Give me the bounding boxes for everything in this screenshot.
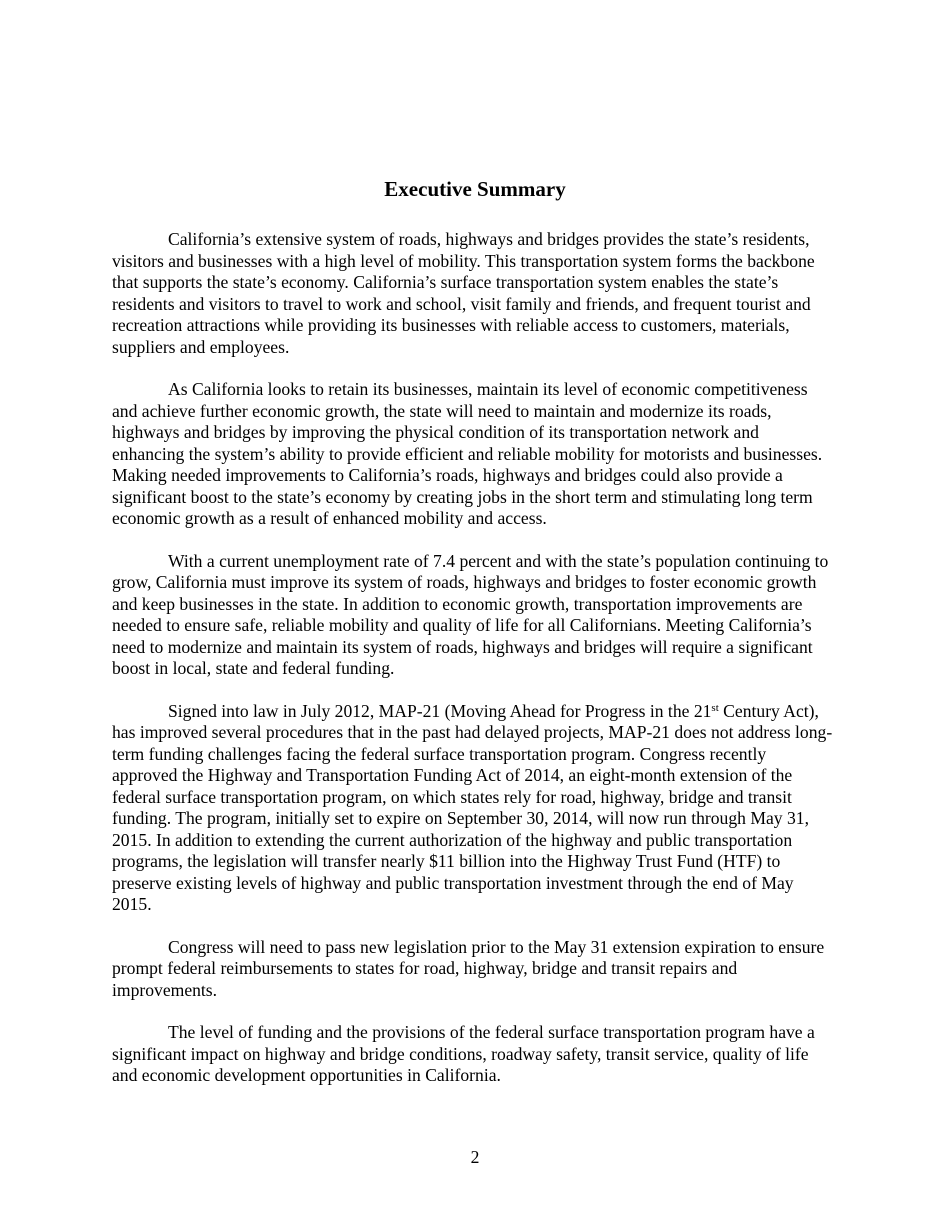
- ordinal-suffix: st: [711, 701, 719, 714]
- paragraph-funding-impact: The level of funding and the provisions of the federal surface transportation program have a significant impact on highway and bridge conditions, roadway safety, transit service, quality of life and economic development opportunities in California.: [112, 1022, 815, 1085]
- page-title: Executive Summary: [384, 177, 566, 202]
- paragraph-legislation: Congress will need to pass new legislation prior to the May 31 extension expiration to ensure prompt federal reimbursements to states for road, highway, bridge and transit repairs and improvements.: [112, 936, 825, 1000]
- document-body: [112, 229, 834, 1108]
- paragraph-map21: [112, 701, 834, 916]
- paragraph-mobility: California’s extensive system of roads, highways and bridges provides the state’s residents, visitors and businesses with a high level of mobility. This transportation system forms the backbone that supports the state’s economy. California’s surface transportation system enables the state’s residents and visitors to travel to work and school, visit family and friends, and frequent tourist and recreation attractions while providing its businesses with reliable access to customers, materials, suppliers and employees.: [112, 229, 815, 357]
- map21-text-end: Century Act), has improved several procedures that in the past had delayed projects, MAP-21 does not address long-term funding challenges facing the federal surface transportation program. Congress recently approved the Highway and Transportation Funding Act of 2014, an eight-month extension of the federal surface transportation program, on which states rely for road, highway, bridge and transit funding. The program, initially set to expire on September 30, 2014, will now run through May 31, 2015. In addition to extending the current authorization of the highway and public transportation programs, the legislation will transfer nearly $11 billion into the Highway Trust Fund (HTF) to preserve existing levels of highway and public transportation investment through the end of May 2015.: [112, 700, 833, 914]
- paragraph-unemployment: With a current unemployment rate of 7.4 percent and with the state’s population continuing to grow, California must improve its system of roads, highways and bridges to foster economic growth and keep businesses in the state. In addition to economic growth, transportation improvements are needed to ensure safe, reliable mobility and quality of life for all Californians. Meeting California’s need to modernize and maintain its system of roads, highways and bridges will require a significant boost in local, state and federal funding.: [112, 550, 829, 678]
- page-number: 2: [470, 1147, 480, 1167]
- map21-text-start: Signed into law in July 2012, MAP-21 (Moving Ahead for Progress in the 21: [168, 700, 712, 721]
- paragraph-economic-growth: As California looks to retain its businesses, maintain its level of economic competitiveness and achieve further economic growth, the state will need to maintain and modernize its roads, highways and bridges by improving the physical condition of its transportation network and enhancing the system’s ability to provide efficient and reliable mobility for motorists and businesses. Making needed improvements to California’s roads, highways and bridges could also provide a significant boost to the state’s economy by creating jobs in the short term and stimulating long term economic growth as a result of enhanced mobility and access.: [112, 379, 823, 528]
